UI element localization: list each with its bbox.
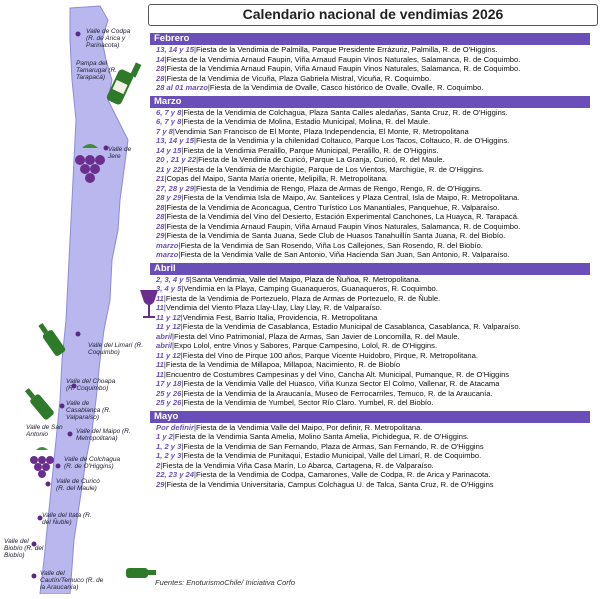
- separator: |: [178, 240, 181, 250]
- event-date: 11: [156, 369, 164, 379]
- region-label: Valle de Casablanca (R. Valparaíso): [66, 400, 111, 421]
- event-date: 14 y 15: [156, 145, 182, 155]
- separator: |: [181, 107, 184, 117]
- event-text: Fiesta del Vino de Pirque 100 años, Parque Vicente Huidobro, Pirque, R. Metropolitana.: [182, 350, 478, 360]
- wine-bottle-icon: [25, 388, 55, 421]
- event-row: [150, 45, 598, 55]
- event-date: 13, 14 y 15: [156, 136, 195, 145]
- separator: |: [181, 451, 184, 460]
- separator: |: [194, 470, 196, 479]
- region-label: Valle de Curicó (R. del Maule): [56, 478, 100, 492]
- event-date: abril: [156, 331, 173, 341]
- month-section: [150, 411, 598, 490]
- event-text: Fiesta de la Vendimia Universitaria, Campus Colchagua U. de Talca, Santa Cruz, R. de O'Higgins: [166, 479, 494, 489]
- event-row: [150, 275, 598, 285]
- wine-bottle-icon: [126, 568, 156, 578]
- event-row: [150, 480, 598, 490]
- event-date: 1, 2 y 3: [156, 451, 182, 460]
- separator: |: [189, 274, 192, 284]
- event-text: Fiesta de la Vendimia de Yumbel, Sector Río Claro. Yumbel, R. del Biobío.: [183, 398, 434, 407]
- event-date: 21: [156, 174, 165, 183]
- separator: |: [181, 441, 184, 451]
- event-row: [150, 341, 598, 351]
- event-row: [150, 83, 598, 93]
- event-date: 22, 23 y 24: [156, 470, 195, 479]
- separator: |: [164, 64, 167, 73]
- event-text: Fiesta de la Vendimia Arnaud Faupin, Viña Arnaud Faupin Vinos Naturales, Salamanca, R. de Coquimbo.: [166, 64, 521, 73]
- event-row: [150, 117, 598, 127]
- region-label: Pampa del Tamarugal (R. Tarapacá): [76, 60, 117, 81]
- event-row: [150, 332, 598, 342]
- grapes-icon: [30, 447, 54, 478]
- event-date: marzo: [156, 240, 179, 250]
- event-date: 17 y 18: [156, 379, 182, 388]
- event-text: Fiesta de la Vendimia del Vino del Desierto, Estación Experimental Canchones, La Huayca, R. Tarapacá.: [166, 212, 520, 221]
- event-text: Fiesta de la Vendimia de Rengo, Plaza de Armas de Rengo, Rengo, R. de O'Higgins.: [196, 183, 482, 193]
- event-text: Fiesta de la Vendimia Viña Casa Marín, Lo Abarca, Cartagena, R. de Valparaíso.: [162, 460, 434, 470]
- separator: |: [172, 331, 175, 341]
- region-label: Valle del Itata (R. del Ñuble): [42, 512, 92, 526]
- event-text: Fiesta de la Vendimia de Millapoa, Millapoa, Nacimiento, R. de Biobío: [165, 360, 401, 369]
- region-label: Valle de Jere: [108, 146, 132, 160]
- event-row: [150, 284, 598, 294]
- event-text: Encuentro de Costumbres Campesinas y del Vino, Cancha Alt. Municipal, Pumanque, R. de O'Higgins: [165, 369, 510, 379]
- separator: |: [163, 360, 166, 369]
- separator: |: [207, 83, 210, 92]
- event-row: [150, 432, 598, 442]
- event-text: Vendimia San Francisco de El Monte, Plaza Independencia, El Monte, R. Metropolitana: [174, 126, 469, 136]
- event-date: 6, 7 y 8: [156, 117, 182, 126]
- separator: |: [181, 164, 184, 174]
- region-label: Valle del Cautín/Temuco (R. de la Araucanía): [40, 570, 104, 591]
- event-row: [150, 174, 598, 184]
- separator: |: [172, 126, 175, 136]
- separator: |: [163, 303, 166, 312]
- event-text: Fiesta de la Vendimia de Curicó, Parque La Granja, Curicó, R. del Maule.: [198, 155, 445, 164]
- page-title: Calendario nacional de vendimias 2026: [242, 6, 504, 22]
- event-date: 11: [156, 293, 164, 303]
- event-date: 20 , 21 y 22: [156, 155, 197, 164]
- event-text: Fiesta de la Vendimia de Marchigüe, Parque de Los Vientos, Marchigüe, R. de O'Higgins.: [183, 164, 484, 174]
- event-text: Vendimia Fest, Barrio Italia, Providencia, R. Metropolitana: [182, 312, 378, 322]
- event-text: Fiesta de la Vendimia Valle del Huasco, Viña Kunza Sector El Colmo, Vallenar, R. de Atacama: [183, 379, 500, 388]
- separator: |: [181, 193, 184, 202]
- event-text: Santa Vendimia, Valle del Maipo, Plaza de Ñuñoa, R. Metropolitana.: [191, 274, 421, 284]
- event-date: 28 y 29: [156, 193, 182, 202]
- month-section: [150, 96, 598, 260]
- separator: |: [181, 398, 184, 407]
- separator: |: [172, 432, 175, 441]
- event-date: 11: [156, 303, 164, 312]
- event-row: [150, 155, 598, 165]
- event-row: [150, 108, 598, 118]
- separator: |: [196, 155, 199, 164]
- separator: |: [178, 250, 181, 259]
- event-row: [150, 136, 598, 146]
- separator: |: [181, 145, 184, 155]
- event-date: 1, 2 y 3: [156, 441, 182, 451]
- event-row: [150, 389, 598, 399]
- separator: |: [181, 388, 184, 398]
- separator: |: [160, 460, 163, 470]
- event-date: 1 y 2: [156, 432, 173, 441]
- separator: |: [180, 350, 183, 360]
- separator: |: [180, 312, 183, 322]
- event-text: Fiesta de la Vendimia y la chilenidad Coltauco, Parque Los Tacos, Coltauco, R. de O'Higgins.: [196, 136, 510, 145]
- separator: |: [181, 284, 184, 293]
- event-row: [150, 398, 598, 408]
- event-text: Fiesta de la Vendimia de Molina, Estadio Municipal, Molina, R. del Maule.: [183, 117, 431, 126]
- event-date: marzo: [156, 250, 179, 259]
- region-label: Valle del Choapa (R. Coquimbo): [66, 378, 116, 392]
- event-row: [150, 250, 598, 260]
- event-row: [150, 313, 598, 323]
- event-date: 28: [156, 64, 165, 73]
- source-note: Fuentes: EnoturismoChile/ Iniciativa Corfo: [155, 578, 296, 587]
- event-text: Fiesta de la Vendimia de Palmilla, Parque Presidente Errázuriz, Palmilla, R. de O'Higgins.: [196, 45, 498, 54]
- calendar-content: [150, 30, 598, 489]
- event-date: 11 y 12: [156, 312, 181, 322]
- separator: |: [193, 422, 196, 432]
- event-row: [150, 193, 598, 203]
- separator: |: [172, 341, 175, 350]
- separator: |: [164, 231, 167, 240]
- separator: |: [164, 221, 167, 231]
- event-row: [150, 370, 598, 380]
- event-text: Fiesta de la Vendimia de Codpa, Camarones, Valle de Codpa, R. de Arica y Parinacota.: [196, 470, 491, 479]
- separator: |: [164, 479, 167, 489]
- event-date: 21 y 22: [156, 164, 182, 174]
- event-date: 25 y 26: [156, 398, 182, 407]
- event-date: 29: [156, 231, 165, 240]
- event-text: Fiesta del Vino Patrimonial, Plaza de Armas, San Javier de Loncomilla, R. del Maule.: [174, 331, 460, 341]
- event-row: [150, 322, 598, 332]
- event-text: Fiesta de la Vendimia de Aconcagua, Centro Turístico Los Manantiales, Panquehue, R. Valparaíso.: [166, 202, 500, 212]
- event-row: [150, 423, 598, 433]
- event-text: Fiesta de la Vendimia de San Fernando, Plaza de Armas, San Fernando, R. de O'Higgins: [183, 441, 484, 451]
- event-date: 25 y 26: [156, 388, 182, 398]
- month-section: [150, 263, 598, 408]
- event-text: Fiesta de la Vendimia de Punitaqui, Estadio Municipal, Valle del Limarí, R. de Coquimbo.: [183, 451, 482, 460]
- event-date: abril: [156, 341, 173, 350]
- month-header: Febrero: [150, 33, 590, 45]
- region-label: Valle del Maipo (R. Metropolitana): [76, 428, 131, 442]
- event-text: Fiesta de la Vendimia de Casablanca, Estadio Municipal de Casablanca, Casablanca, R. Valparaíso.: [182, 322, 521, 331]
- event-text: Fiesta de la Vendimia Santa Amelia, Molino Santa Amelia, Pichidegua, R. de O'Higgins.: [174, 432, 469, 441]
- separator: |: [194, 183, 196, 193]
- separator: |: [164, 202, 167, 212]
- event-text: Fiesta de la Vendimia Valle de San Antonio, Viña Hacienda San Juan, San Antonio, R. Valparaíso.: [180, 250, 510, 259]
- event-row: [150, 379, 598, 389]
- event-text: Fiesta de la Vendimia Arnaud Faupin, Viña Arnaud Faupin Vinos Naturales, Salamanca, R. de Coquimbo.: [166, 54, 521, 64]
- event-date: 11 y 12: [156, 322, 181, 331]
- separator: |: [181, 379, 184, 388]
- event-date: 11 y 12: [156, 350, 181, 360]
- event-row: [150, 470, 598, 480]
- wine-bottle-icon: [38, 323, 66, 357]
- event-text: Fiesta de la Vendimia Peralillo, Parque Municipal, Peralillo, R. de O'Higgins.: [183, 145, 439, 155]
- month-header: Abril: [150, 263, 590, 275]
- event-date: 27, 28 y 29: [156, 183, 195, 193]
- event-text: Fiesta de la Vendimia de Santa Juana, Sede Club de Huasos Tanahuillín Santa Juana, R. del Biobío.: [166, 231, 506, 240]
- event-text: Fiesta de la Vendimia de Portezuelo, Plaza de Armas de Portezuelo, R. de Ñuble.: [165, 293, 441, 303]
- event-row: [150, 360, 598, 370]
- event-text: Fiesta de la Vendimia de Colchagua, Plaza Santa Calles aledañas, Santa Cruz, R. de O'Higgins.: [183, 107, 508, 117]
- separator: |: [163, 369, 166, 379]
- month-section: [150, 33, 598, 93]
- event-row: [150, 127, 598, 137]
- event-date: 28: [156, 212, 165, 221]
- event-row: [150, 241, 598, 251]
- separator: |: [164, 54, 167, 64]
- event-row: [150, 351, 598, 361]
- month-header: Marzo: [150, 96, 590, 108]
- event-date: 29: [156, 479, 165, 489]
- event-row: [150, 64, 598, 74]
- region-label: Valle del Limarí (R. Coquimbo): [88, 342, 144, 356]
- event-text: Copas del Maipo, Santa María oriente, Melipilla, R. Metropolitana.: [166, 174, 389, 183]
- region-label: Valle de Codpa (R. de Arica y Parinacota): [86, 28, 131, 49]
- month-header: Mayo: [150, 411, 590, 423]
- event-row: [150, 451, 598, 461]
- event-row: [150, 184, 598, 194]
- separator: |: [164, 73, 167, 83]
- event-row: [150, 303, 598, 313]
- event-date: 28: [156, 73, 165, 83]
- event-date: 28 al 01 marzo: [156, 83, 208, 92]
- event-date: 11: [156, 360, 164, 369]
- event-date: 2: [156, 460, 161, 470]
- event-text: Expo Lolol, entre Vinos y Sabores, Parque Campesino, Lolol, R. de O'Higgins.: [174, 341, 438, 350]
- event-row: [150, 442, 598, 452]
- event-text: Fiesta de la Vendimia de Vicuña, Plaza Gabriela Mistral, Vicuña, R. Coquimbo.: [166, 73, 432, 83]
- separator: |: [194, 136, 196, 145]
- separator: |: [181, 117, 184, 126]
- region-label: Valle del Biobío (R. del Biobío): [4, 538, 44, 559]
- event-text: Fiesta de la Vendimia Isla de Maipo, Av. Santelices y Plaza Central, Isla de Maipo, R. Metropolitana.: [183, 193, 520, 202]
- event-date: 14: [156, 54, 165, 64]
- event-row: [150, 212, 598, 222]
- separator: |: [194, 45, 196, 54]
- event-row: [150, 74, 598, 84]
- event-row: [150, 231, 598, 241]
- separator: |: [163, 293, 166, 303]
- event-text: Fiesta de la Vendimia Valle del Maipo, Por definir, R. Metropolitana.: [195, 422, 423, 432]
- event-date: 3, 4 y 5: [156, 284, 182, 293]
- event-text: Fiesta de la Vendimia de la Araucanía, Museo de Ferrocarriles, Temuco, R. de la Araucanía.: [183, 388, 493, 398]
- region-label: Valle de Colchagua (R. de O'Higgins): [64, 456, 121, 470]
- event-date: 13, 14 y 15: [156, 45, 195, 54]
- event-date: Por definir: [156, 422, 194, 432]
- event-row: [150, 55, 598, 65]
- event-text: Fiesta de la Vendimia Arnaud Faupin, Viña Arnaud Faupin Vinos Naturales, Salamanca, R. de Coquimbo.: [166, 221, 521, 231]
- event-text: Fiesta de la Vendimia de San Rosendo, Viña Los Callejones, San Rosendo, R. del Biobío.: [180, 240, 483, 250]
- event-text: Vendimia en la Playa, Camping Guanaqueros, Guanaqueros, R. Coquimbo.: [183, 284, 438, 293]
- event-row: [150, 294, 598, 304]
- event-row: [150, 165, 598, 175]
- event-row: [150, 222, 598, 232]
- separator: |: [164, 212, 167, 221]
- separator: |: [180, 322, 183, 331]
- event-date: 28: [156, 202, 165, 212]
- region-label: Valle de San Antonio: [26, 424, 63, 438]
- event-row: [150, 461, 598, 471]
- event-text: Vendimia del Viento Plaza Llay-Llay, Llay Llay, R. de Valparaíso.: [165, 303, 382, 312]
- event-date: 2, 3, 4 y 5: [156, 274, 190, 284]
- event-date: 6, 7 y 8: [156, 107, 182, 117]
- separator: |: [164, 174, 167, 183]
- event-row: [150, 146, 598, 156]
- event-row: [150, 203, 598, 213]
- event-date: 7 y 8: [156, 126, 173, 136]
- event-text: Fiesta de la Vendimia de Ovalle, Casco histórico de Ovalle, Ovalle, R. Coquimbo.: [209, 83, 484, 92]
- event-date: 28: [156, 221, 165, 231]
